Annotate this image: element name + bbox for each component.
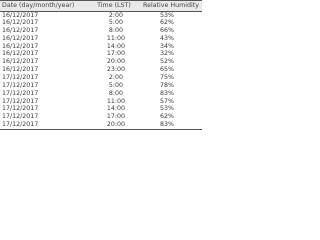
cell-humidity: 62% xyxy=(160,19,174,27)
cell-date: 16/12/2017 xyxy=(2,26,39,34)
cell-time: 14:00 xyxy=(106,105,126,113)
cell-time: 2:00 xyxy=(108,74,124,82)
cell-humidity: 78% xyxy=(160,81,174,89)
humidity-table xyxy=(0,0,202,130)
cell-date: 16/12/2017 xyxy=(2,11,39,19)
table-row xyxy=(0,121,202,129)
cell-time: 17:00 xyxy=(106,113,126,121)
table-row xyxy=(0,74,202,82)
table-row xyxy=(0,19,202,27)
cell-time: 11:00 xyxy=(106,34,126,42)
cell-humidity: 32% xyxy=(160,50,174,58)
cell-humidity: 65% xyxy=(160,66,174,74)
cell-humidity: 53% xyxy=(160,105,174,113)
cell-date: 17/12/2017 xyxy=(2,105,39,113)
cell-time: 2:00 xyxy=(108,11,124,19)
cell-time: 5:00 xyxy=(108,19,124,27)
cell-time: 20:00 xyxy=(106,58,126,66)
table-row xyxy=(0,27,202,35)
cell-date: 17/12/2017 xyxy=(2,113,39,121)
cell-date: 17/12/2017 xyxy=(2,74,39,82)
table-row xyxy=(0,90,202,98)
cell-time: 23:00 xyxy=(106,66,126,74)
cell-date: 16/12/2017 xyxy=(2,66,39,74)
cell-date: 16/12/2017 xyxy=(2,50,39,58)
cell-date: 16/12/2017 xyxy=(2,19,39,27)
cell-humidity: 43% xyxy=(160,34,174,42)
cell-humidity: 83% xyxy=(140,121,202,129)
cell-humidity: 57% xyxy=(160,97,174,105)
cell-humidity: 83% xyxy=(160,89,174,97)
cell-date: 17/12/2017 xyxy=(0,121,88,129)
cell-date: 16/12/2017 xyxy=(2,34,39,42)
cell-time: 8:00 xyxy=(108,89,124,97)
column-header-time: Time (LST) xyxy=(88,1,140,12)
cell-time: 11:00 xyxy=(106,97,126,105)
cell-date: 16/12/2017 xyxy=(2,58,39,66)
column-header-date: Date (day/month/year) xyxy=(0,1,88,12)
cell-humidity: 34% xyxy=(160,42,174,50)
table-row xyxy=(0,82,202,90)
cell-time: 17:00 xyxy=(106,50,126,58)
cell-time: 5:00 xyxy=(108,81,124,89)
cell-date: 16/12/2017 xyxy=(2,42,39,50)
column-header-humidity: Relative Humidity xyxy=(140,1,202,12)
cell-humidity: 52% xyxy=(160,58,174,66)
cell-humidity: 62% xyxy=(160,113,174,121)
cell-date: 17/12/2017 xyxy=(2,81,39,89)
cell-humidity: 53% xyxy=(160,11,174,19)
cell-humidity: 75% xyxy=(160,74,174,82)
cell-humidity: 66% xyxy=(160,26,174,34)
humidity-table-container xyxy=(0,0,201,137)
table-row xyxy=(0,35,202,43)
table-header-row xyxy=(0,1,202,12)
cell-time: 8:00 xyxy=(108,26,124,34)
cell-date: 17/12/2017 xyxy=(2,97,39,105)
cell-time: 14:00 xyxy=(106,42,126,50)
cell-time: 20:00 xyxy=(88,121,140,129)
cell-date: 17/12/2017 xyxy=(2,89,39,97)
